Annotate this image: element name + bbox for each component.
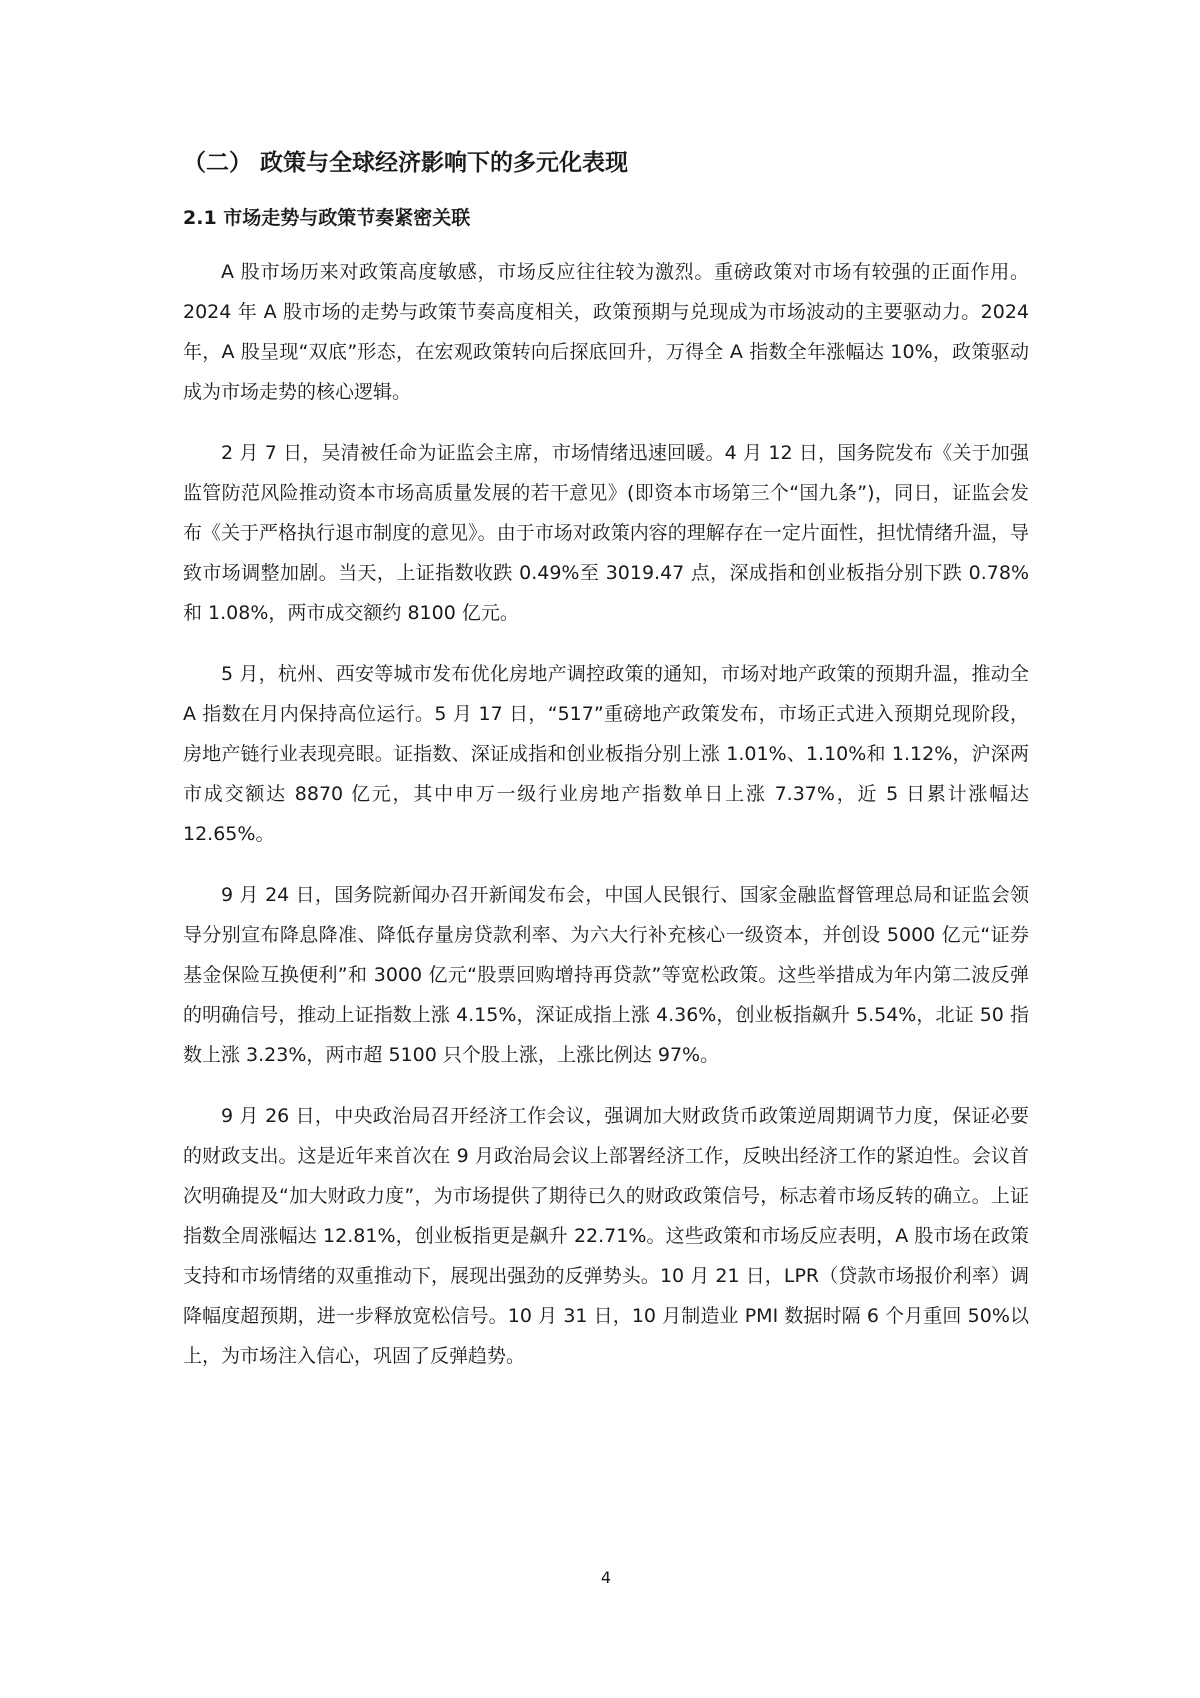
paragraph-1-text: A 股市场历来对政策高度敏感，市场反应往往较为激烈。重磅政策对市场有较强的正面作用。2024 年 A 股市场的走势与政策节奏高度相关，政策预期与兑现成为市场波动的主要驱动力。2024 年，A 股呈现“双底”形态，在宏观政策转向后探底回升，万得全 A 指数全年涨幅达 10%，政策驱动成为市场走势的核心逻辑。: [183, 261, 1029, 403]
paragraph-3: [183, 654, 1029, 854]
paragraph-2: [183, 433, 1029, 633]
paragraph-3-text: 5 月，杭州、西安等城市发布优化房地产调控政策的通知，市场对地产政策的预期升温，推动全 A 指数在月内保持高位运行。5 月 17 日，“517”重磅地产政策发布，市场正式进入预期兑现阶段，房地产链行业表现亮眼。证指数、深证成指和创业板指分别上涨 1.01%、1.10%和 1.12%，沪深两市成交额达 8870 亿元，其中申万一级行业房地产指数单日上涨 7.37%，近 5 日累计涨幅达 12.65%。: [183, 663, 1029, 845]
paragraph-1: [183, 252, 1029, 412]
sub-heading: 2.1 市场走势与政策节奏紧密关联: [183, 207, 471, 229]
paragraph-4-text: 9 月 24 日，国务院新闻办召开新闻发布会，中国人民银行、国家金融监督管理总局和证监会领导分别宣布降息降准、降低存量房贷款利率、为六大行补充核心一级资本，并创设 5000 亿元“证券基金保险互换便利”和 3000 亿元“股票回购增持再贷款”等宽松政策。这些举措成为年内第二波反弹的明确信号，推动上证指数上涨 4.15%，深证成指上涨 4.36%，创业板指飙升 5.54%，北证 50 指数上涨 3.23%，两市超 5100 只个股上涨，上涨比例达 97%。: [183, 884, 1029, 1066]
section-heading: （二） 政策与全球经济影响下的多元化表现: [183, 150, 629, 176]
page-number: 4: [600, 1568, 612, 1587]
paragraph-4: [183, 875, 1029, 1075]
paragraph-5-text: 9 月 26 日，中央政治局召开经济工作会议，强调加大财政货币政策逆周期调节力度，保证必要的财政支出。这是近年来首次在 9 月政治局会议上部署经济工作，反映出经济工作的紧迫性。会议首次明确提及“加大财政力度”，为市场提供了期待已久的财政政策信号，标志着市场反转的确立。上证指数全周涨幅达 12.81%，创业板指更是飙升 22.71%。这些政策和市场反应表明，A 股市场在政策支持和市场情绪的双重推动下，展现出强劲的反弹势头。10 月 21 日，LPR（贷款市场报价利率）调降幅度超预期，进一步释放宽松信号。10 月 31 日，10 月制造业 PMI 数据时隔 6 个月重回 50%以上，为市场注入信心，巩固了反弹趋势。: [183, 1105, 1029, 1367]
paragraph-2-text: 2 月 7 日，吴清被任命为证监会主席，市场情绪迅速回暖。4 月 12 日，国务院发布《关于加强监管防范风险推动资本市场高质量发展的若干意见》(即资本市场第三个“国九条”)，同日，证监会发布《关于严格执行退市制度的意见》。由于市场对政策内容的理解存在一定片面性，担忧情绪升温，导致市场调整加剧。当天，上证指数收跌 0.49%至 3019.47 点，深成指和创业板指分别下跌 0.78%和 1.08%，两市成交额约 8100 亿元。: [183, 442, 1029, 624]
body-text: [183, 252, 1029, 1397]
paragraph-5: [183, 1096, 1029, 1376]
document-page: [183, 0, 1029, 1698]
